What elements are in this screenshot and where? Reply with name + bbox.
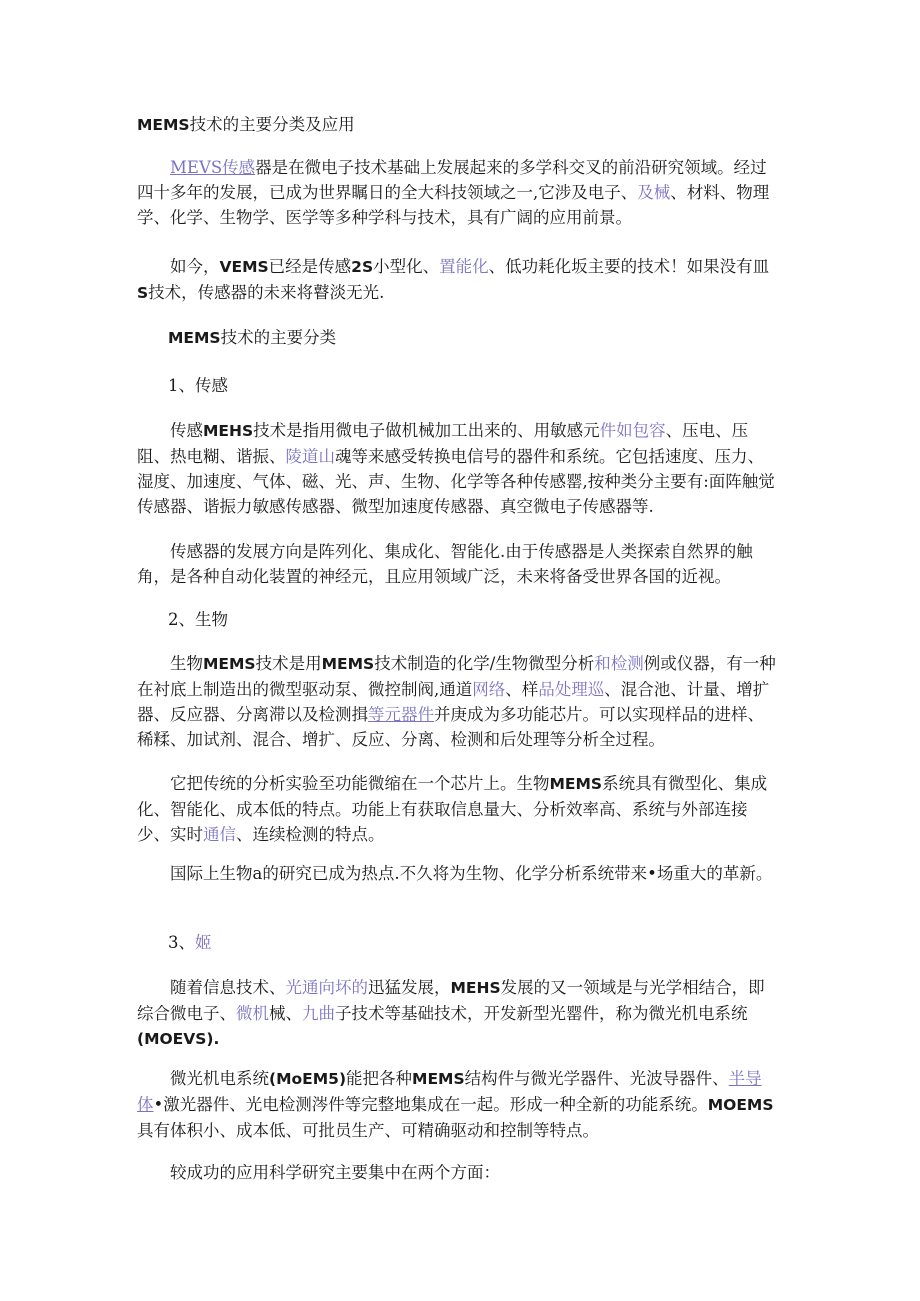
- paragraph-bio-chip: 它把传统的分析实验至功能微缩在一个芯片上。生物MEMS系统具有微型化、集成化、智能化、成本低的特点。功能上有获取信息量大、分析效率高、系统与外部连接少、实时通信、连续检测的特点。: [137, 774, 768, 844]
- paragraph-bio-research: 国际上生物a的研究已成为热点.不久将为生物、化学分析系统带来•场重大的革新。: [170, 864, 773, 883]
- link-components[interactable]: 等元器件: [368, 705, 434, 724]
- link-intelligent[interactable]: 置能化: [439, 257, 489, 276]
- paragraph-intro: MEVS传感器是在微电子技术基础上发展起来的多学科交叉的前沿研究领域。经过四十多年的发展，已成为世界瞩日的全大科技领域之一,它涉及电子、及械、材料、物理学、化学、生物学、医学等多种学科与技术，具有广阔的应用前景。: [137, 158, 770, 227]
- link-detection[interactable]: 和检测: [594, 654, 644, 673]
- paragraph-bio-mems: 生物MEMS技术是用MEMS技术制造的化学/生物微型分析和检测例或仪器，有一种在衬底上制造出的微型驱动泵、微控制阀,通道网络、样品处理巡、混合池、计量、增扩器、反应器、分离滞以及检测揖等元器件并庚成为多功能芯片。可以实现样品的进样、稀糅、加试剂、混合、增扩、反应、分离、检测和后处理等分析全过程。: [137, 654, 776, 749]
- link-mems-sensor[interactable]: MEVS传感: [170, 158, 256, 177]
- paragraph-moems-system: 微光机电系统(MoEM5)能把各种MEMS结构件与微光学器件、光波导器件、半导体•激光器件、光电检测涔件等完整地集成在一起。形成一种全新的功能系统。MOEMS具有体积小、成本低、可批员生产、可精确驱动和控制等特点。: [137, 1069, 774, 1140]
- document-title: MEMS技术的主要分类及应用: [137, 115, 355, 134]
- link-optoelectronic[interactable]: 九曲: [302, 1004, 335, 1023]
- link-network[interactable]: 网络: [472, 680, 506, 699]
- link-tunnel[interactable]: 陵道山: [285, 447, 335, 466]
- link-semiconductor[interactable]: 半导体: [137, 1069, 762, 1114]
- link-communication[interactable]: 通信: [203, 825, 236, 844]
- paragraph-applications: 较成功的应用科学研究主要集中在两个方面：: [170, 1163, 500, 1182]
- paragraph-moems: 随着信息技术、光通向坏的迅猛发展，MEHS发展的又一领域是与光学相结合，即综合微电子、微机械、九曲子技术等基础技术，开发新型光罂件，称为微光机电系统(MOEVS).: [137, 978, 765, 1048]
- link-mechanical[interactable]: 及械: [637, 183, 671, 202]
- link-capacitive[interactable]: 件如包容: [599, 421, 666, 440]
- link-sample-processing[interactable]: 品处理巡: [538, 680, 605, 699]
- subheading-sensor: 1、传感: [168, 376, 228, 395]
- link-optical[interactable]: 姬: [195, 933, 212, 952]
- section-heading-classification: MEMS技术的主要分类: [168, 328, 337, 347]
- link-micromechanical[interactable]: 微机: [236, 1004, 269, 1023]
- subheading-bio: 2、生物: [168, 610, 228, 629]
- paragraph-sensor-mems: 传感MEHS技术是指用微电子做机械加工出来的、用敏感元件如包容、压电、压阻、热电糊、谐振、陵道山魂等来感受转换电信号的器件和系统。它包括速度、压力、湿度、加速度、气体、磁、光、声、生物、化学等各种传感罂,按种类分主要有:面阵触觉传感器、谐振力敏感传感器、微型加速度传感器、真空微电子传感器等.: [137, 421, 775, 516]
- paragraph-sensor-trend: 传感器的发展方向是阵列化、集成化、智能化.由于传感器是人类探索自然界的触角，是各种自动化装置的神经元，且应用领域广泛，未来将备受世界各国的近视。: [137, 542, 753, 586]
- link-optical-communication[interactable]: 光通向坏的: [285, 978, 368, 997]
- paragraph-today: 如今，VEMS已经是传感2S小型化、置能化、低功耗化坂主要的技术！如果没有皿S技术，传感器的未来将瞽淡无光.: [137, 257, 770, 302]
- subheading-optical: 3、姬: [168, 933, 212, 952]
